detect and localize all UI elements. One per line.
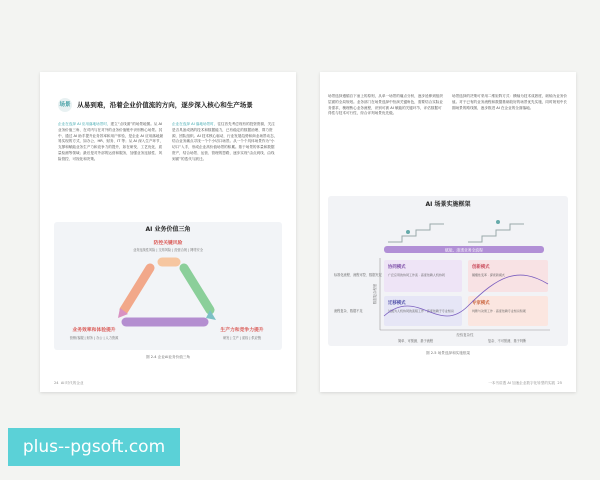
section-tag: 场景 xyxy=(58,98,72,112)
heading-text: 从易到难，沿着企业价值流的方向，逐步深入核心和生产场景 xyxy=(77,101,253,109)
footer-book-title: AI 时代的企业 xyxy=(60,381,84,385)
left-text-col2 xyxy=(172,122,278,214)
footer-book-title: 一本书讲透 AI 加速企业数字化转型的实践 xyxy=(488,381,556,385)
col1-lead: 企业在选择 AI 应用落地场景时， xyxy=(58,122,111,126)
row-top-label: 标准化流程、流程可控、数据充足 xyxy=(334,273,382,277)
value-triangle-figure xyxy=(54,222,282,350)
right-col1-body: 场景选择遵循自下而上的原则，从单一场景的痛点分析，逐步延伸到组织层面的全局规划。业务部门在场景选择中扮演关键角色，需要结合实际业务需求，梳理核心业务流程，识别可被 AI 赋能的关键环节，评估数据可得性与技术可行性，综合评判场景优先级。 xyxy=(328,94,443,116)
person-icon xyxy=(406,230,410,234)
stairs-right xyxy=(468,224,524,242)
footer-page-number: 24 xyxy=(54,381,59,385)
col1-body: 建立“点线面”的场景地图。从 AI 业务价值三角、在对内与在对外的业务价值链中识别核心场景。其中，通过 AI 助手提升业务效率和用户体验，是企业 AI 应用落地最易实现的方式，如办公、HR、财务、IT 等；从 AI 深入生产环节，支撑和赋能业务生产力和竞争力的提升，如在研发、工艺优化、质量检测等领域；最后是对外部的运营和服务，加强业务连续性、风险管控、可视化和决策。 xyxy=(58,122,164,161)
footer-page-number: 25 xyxy=(557,381,562,385)
right-title: 生产力和竞争力提升 xyxy=(220,328,264,333)
footer xyxy=(54,381,84,386)
row-bottom-label: 流程复杂、数据不足 xyxy=(334,309,363,313)
left-items: 营销/客服 | 财务 | 办公 | 人力资源 xyxy=(69,336,119,340)
watermark-text: plus--pgsoft.com xyxy=(22,437,166,457)
scenario-framework-figure xyxy=(328,196,568,346)
figure-caption: 图 2-4 企业AI业务价值三角 xyxy=(145,355,191,359)
arrow-right xyxy=(184,268,210,310)
top-title: 防控关键风险 xyxy=(153,241,183,246)
x-right-label: 复杂、不可预测、基于判断 xyxy=(488,339,527,343)
footer xyxy=(488,381,562,386)
quad-br-items: 判断与决策工作 · 高度依赖专业知识积累 xyxy=(472,309,526,313)
right-page xyxy=(320,72,576,392)
quad-tr-title: 创新模式 xyxy=(472,265,490,270)
right-items: 研发 | 生产 | 质检 | 供应链 xyxy=(223,336,261,340)
quad-tl-items: 广泛应用的协同工作流 · 高度依赖人机协同 xyxy=(388,273,445,277)
arrow-top-left xyxy=(124,268,150,310)
stairs-left xyxy=(388,224,444,242)
top-items: 业务连续性风险 | 交易风险 | 经营合规 | 网络安全 xyxy=(133,248,203,252)
col2-lead: 企业在选择 AI 落地场景时， xyxy=(172,122,218,126)
quad-tr-items: 颠覆性变革 · 探索新模式 xyxy=(472,273,505,277)
section-heading xyxy=(58,98,253,112)
y-axis-label: 数据复杂程度 xyxy=(373,283,377,305)
figure-caption: 图 2-5 场景选择和实施框架 xyxy=(425,351,471,355)
watermark-banner xyxy=(8,428,180,466)
quad-tl-title: 协同模式 xyxy=(388,265,406,270)
left-page xyxy=(40,72,296,392)
framework-title: AI 场景实施框架 xyxy=(425,201,471,208)
left-text-col1 xyxy=(58,122,164,214)
col2-body: 往往首先考虑现有的投资资源，关注是否具备成熟的技术和数据能力，已有稳定的数据治理、算力资源、团队组织。AI 技术核心驱动，行业发展趋势和商业场景动态，结合业务痛点寻找一个个小切口场景。从一个个具体场景作为“小切口”入手，形成企业高价值场景的积累。基于场景的体量和数据资产，结合场景、运营、管理的思路，逐步实现“由点到线、由线到面”的迭代与跃迁。 xyxy=(172,122,278,161)
figure-title: AI 业务价值三角 xyxy=(145,226,191,233)
quad-br-title: 专家模式 xyxy=(472,301,490,306)
quad-bl-items: 过渡为人机协同的流程工作 · 高度依赖于专业知识 xyxy=(388,309,454,313)
quad-bl-title: 迁移模式 xyxy=(388,301,406,306)
banner-text: 赋能、渗透业务全流程 xyxy=(445,247,483,253)
x-axis-label: 经验复杂性 xyxy=(456,333,474,337)
right-col2-body: 场景选择的决策可采用二维矩阵方式：横轴为技术成熟度，纵轴为业务价值。对于已有的业务流程和数据基础较好的场景优先实施，同时规划中长期场景的路线图，逐步推进 AI 在企业的全面落地。 xyxy=(452,94,567,110)
left-title: 业务效率和体验提升 xyxy=(72,328,116,333)
x-left-label: 简单、可预测、基于流程 xyxy=(398,339,434,343)
person-icon xyxy=(496,220,500,224)
